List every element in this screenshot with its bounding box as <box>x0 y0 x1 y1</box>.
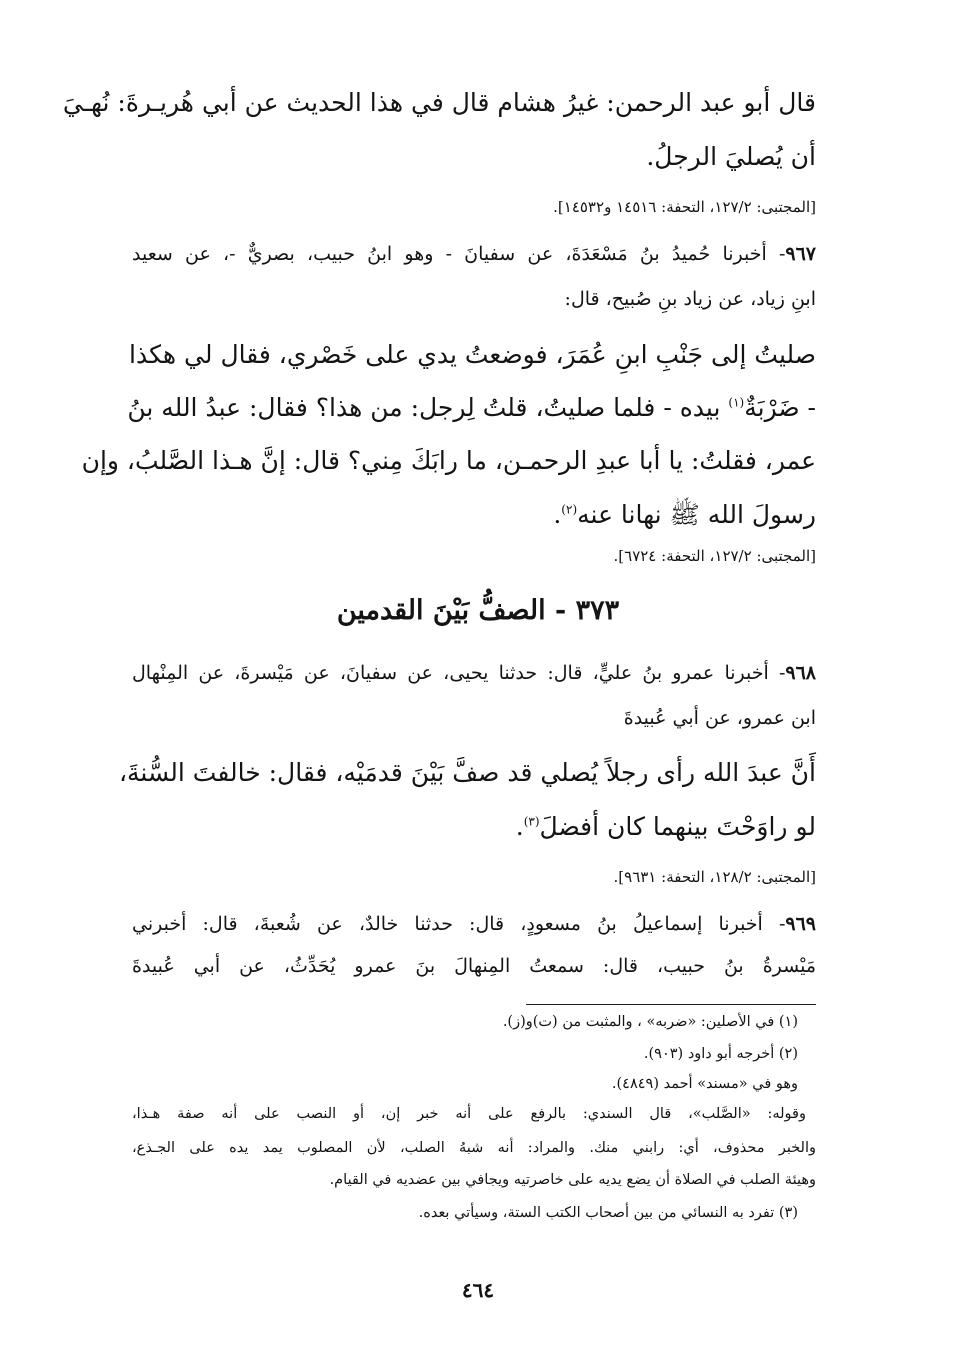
isnad-text: - أخبرنا إسماعيلُ بنُ مسعودٍ، قال: حدثنا خالدٌ، عن شُعبةَ، قال: أخبرني <box>132 913 786 935</box>
matn-line: عمر، فقلتُ: يا أبا عبدِ الرحمـن، ما رابَكَ مِني؟ قال: إنَّ هـذا الصَّلبُ، وإن <box>81 446 816 475</box>
matn-text: . <box>553 500 562 529</box>
chapter-heading: ٣٧٣ - الصفُّ بَيْنَ القدمين <box>336 595 620 626</box>
hadith-969-isnad-line: مَيْسرةُ بنُ حبيب، قال: سمعتُ المِنهالَ بنَ عمرو يُحَدِّثُ، عن أبي عُبيدةَ <box>132 955 816 977</box>
matn-text: - ضَرْبَةٌ <box>744 393 816 422</box>
page-number: ٤٦٤ <box>461 1278 495 1302</box>
hadith-967-isnad-line: ابنِ زياد، عن زياد بنِ صُبيح، قال: <box>564 288 816 310</box>
footnote-marker: (٢) <box>561 502 578 517</box>
matn-line <box>132 499 816 536</box>
hadith-967-isnad-line <box>132 243 816 265</box>
matn-line <box>132 812 816 841</box>
footnote: (١) في الأصلين: «ضربه» ، والمثبت من (ت)و(ز). <box>502 1014 798 1030</box>
reference-note: [المجتبى: ١٢٧/٢، التحفة: ١٤٥١٦ و١٤٥٣٢]. <box>553 198 816 216</box>
reference-note: [المجتبى: ١٢٨/٢، التحفة: ٩٦٣١]. <box>613 868 816 886</box>
footnote-separator <box>526 1004 816 1005</box>
footnote: وهو في «مسند» أحمد (٤٨٤٩). <box>611 1076 798 1092</box>
paragraph-line: أن يُصليَ الرجلُ. <box>646 142 816 171</box>
footnote: والخبر محذوف، أي: رابني منك. والمراد: أنه شبهُ الصلب، لأن المصلوب يمد يده على الجـذع، <box>132 1140 816 1156</box>
footnote: (٣) تفرد به النسائي من بين أصحاب الكتب الستة، وسيأتي بعده. <box>418 1205 798 1221</box>
footnote: (٢) أخرجه أبو داود (٩٠٣). <box>643 1046 798 1062</box>
footnote: وهيئة الصلب في الصلاة أن يضع يديه على خاصرتيه ويجافي بين عضديه في القيام. <box>329 1172 816 1188</box>
hadith-968-isnad-line: ابن عمرو، عن أبي عُبيدةَ <box>623 707 816 729</box>
hadith-969-isnad-line <box>132 913 816 935</box>
footnote-marker: (٣) <box>523 814 540 829</box>
matn-line: أَنَّ عبدَ الله رأى رجلاً يُصلي قد صفَّ بَيْنَ قدمَيْه، فقال: خالفتَ السُّنةَ، <box>118 758 816 787</box>
isnad-text: - أخبرنا حُميدُ بنُ مَسْعَدَةَ، عن سفيانَ - وهو ابنُ حبيب، بصريٌّ -، عن سعيد <box>132 243 786 265</box>
matn-line <box>127 393 816 422</box>
hadith-number: ٩٦٩ <box>785 913 816 935</box>
matn-text: . <box>515 812 524 841</box>
matn-text: رسولَ الله ﷺ نهانا عنه <box>577 500 816 529</box>
footnote-marker: (١) <box>728 395 745 410</box>
isnad-text: - أخبرنا عمرو بنُ عليٍّ، قال: حدثنا يحيى، عن سفيانَ، عن مَيْسرةَ، عن المِنْهال <box>132 662 786 684</box>
hadith-968-isnad-line <box>132 662 816 684</box>
matn-text: لو راوَحْتَ بينهما كان أفضلَ <box>539 812 816 841</box>
hadith-number: ٩٦٧ <box>785 243 816 265</box>
matn-text: بيده - فلما صليتُ، قلتُ لِرجل: من هذا؟ فقال: عبدُ الله بنُ <box>127 393 729 422</box>
reference-note: [المجتبى: ١٢٧/٢، التحفة: ٦٧٢٤]. <box>613 547 816 565</box>
hadith-number: ٩٦٨ <box>785 662 816 684</box>
matn-line: صليتُ إلى جَنْبِ ابنِ عُمَرَ، فوضعتُ يدي على خَصْري، فقال لي هكذا <box>129 340 816 369</box>
paragraph-line: قال أبو عبد الرحمن: غيرُ هشام قال في هذا الحديث عن أبي هُريـرةَ: نُهـيَ <box>62 88 816 117</box>
footnote: وقوله: «الصَّلب»، قال السندي: بالرفع على أنه خبر إن، أو النصب على أنه صفة هـذا، <box>132 1106 806 1122</box>
